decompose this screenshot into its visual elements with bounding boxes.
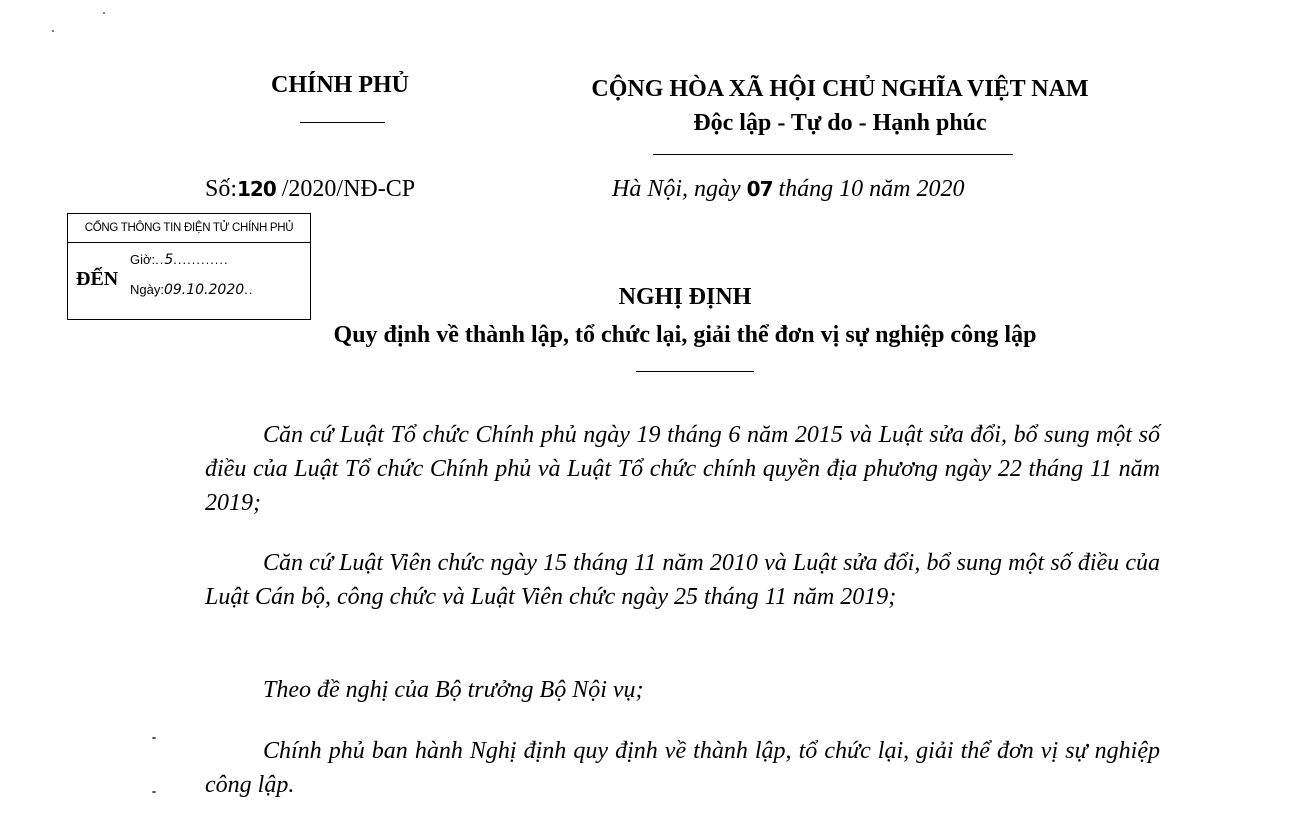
stamp-header: CỔNG THÔNG TIN ĐIỆN TỬ CHÍNH PHỦ bbox=[68, 214, 310, 243]
date-day-handwritten: 07 bbox=[746, 177, 773, 201]
decree-title: NGHỊ ĐỊNH bbox=[618, 284, 752, 310]
agency-underline bbox=[300, 122, 385, 123]
stamp-date-value: 09.10.2020 bbox=[163, 282, 245, 298]
stamp-time-line: Giờ:..5............ bbox=[130, 252, 229, 268]
motto: Độc lập - Tự do - Hạnh phúc bbox=[693, 110, 987, 136]
doc-number-handwritten: 120 bbox=[237, 177, 276, 201]
place-date bbox=[612, 176, 965, 203]
stamp-date-line: Ngày:09.10.2020.. bbox=[130, 282, 254, 298]
stamp-date-label: Ngày: bbox=[130, 282, 164, 297]
preamble-paragraph: Căn cứ Luật Viên chức ngày 15 tháng 11 năm 2010 và Luật sửa đổi, bổ sung một số điều của Luật Cán bộ, công chức và Luật Viên chức ngày 25 tháng 11 năm 2019; bbox=[205, 550, 1160, 610]
stamp-time-label: Giờ: bbox=[130, 252, 156, 267]
preamble-paragraph: Theo đề nghị của Bộ trưởng Bộ Nội vụ; bbox=[263, 677, 644, 703]
doc-number-prefix: Số: bbox=[205, 176, 238, 202]
scan-speck bbox=[152, 737, 156, 739]
doc-number-suffix: /2020/NĐ-CP bbox=[275, 176, 416, 202]
scan-speck bbox=[103, 12, 105, 14]
national-title-block bbox=[530, 72, 1150, 140]
subtitle-underline bbox=[636, 371, 754, 372]
document-number bbox=[205, 176, 415, 203]
stamp-time-value: 5 bbox=[164, 252, 174, 268]
scan-speck bbox=[152, 791, 156, 793]
motto-underline bbox=[653, 154, 1013, 155]
nation-title: CỘNG HÒA XÃ HỘI CHỦ NGHĨA VIỆT NAM bbox=[591, 76, 1089, 102]
preamble-paragraph: Chính phủ ban hành Nghị định quy định về thành lập, tổ chức lại, giải thể đơn vị sự nghiệp công lập. bbox=[205, 738, 1160, 798]
stamp-den-label: ĐẾN bbox=[76, 268, 119, 290]
issuing-agency: CHÍNH PHỦ bbox=[271, 72, 409, 98]
place-date-prefix: Hà Nội, ngày bbox=[612, 176, 747, 202]
scan-speck bbox=[52, 30, 54, 32]
place-date-suffix: tháng 10 năm 2020 bbox=[772, 176, 965, 202]
preamble-paragraph: Căn cứ Luật Tổ chức Chính phủ ngày 19 tháng 6 năm 2015 và Luật sửa đổi, bổ sung một số điều của Luật Tổ chức Chính phủ và Luật Tổ chức chính quyền địa phương ngày 22 tháng 11 năm 2019; bbox=[205, 422, 1160, 516]
decree-subtitle: Quy định về thành lập, tổ chức lại, giải thể đơn vị sự nghiệp công lập bbox=[333, 322, 1037, 348]
